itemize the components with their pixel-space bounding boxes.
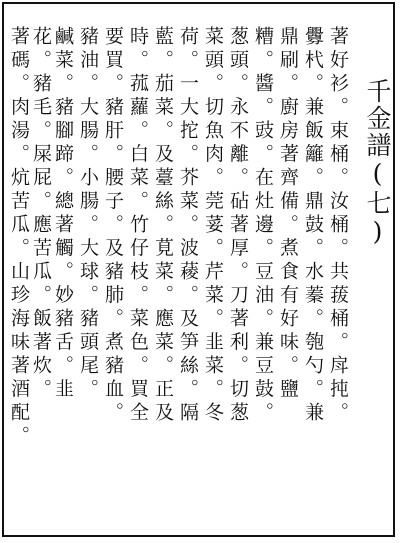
text-column-4: 糟。醬。豉。在灶邊。豆油。兼豆鼓。 — [252, 26, 274, 426]
text-column-5: 葱頭。永不離。砧著厚。刀著利。切葱 — [227, 26, 249, 426]
text-column-9: 時。菰蘿。白菜。竹仔枝。菜色。買全 — [127, 26, 149, 426]
page-title: 千金譜(七) — [363, 78, 392, 248]
text-column-2: 釁杙。兼飯籬。鼎鼓。水蓁。匏勺。兼 — [302, 26, 324, 426]
text-column-8: 藍。茄菜。及薹絲。莧菜。應菜。正及 — [152, 26, 174, 426]
text-column-7: 荷。一大拕。芥菜。波薐。及笋絲。隔 — [177, 26, 199, 426]
text-column-6: 菜頭。切魚肉。莞荽。芹菜。韭菜。冬 — [202, 26, 224, 426]
text-column-10: 要買。豬肝。腰子。及豬肺。煮豬血。 — [102, 26, 124, 426]
text-column-13: 花。豬毛。屎屁。應苦瓜。飯著炊。 — [30, 26, 52, 402]
text-column-3: 鼎刷。廚房著齊備。煮食有好味。鹽 — [277, 26, 299, 402]
text-column-14: 著碼。肉湯。炕苦瓜。山珍海味著酒配。 — [8, 26, 30, 449]
text-column-11: 豬油。大腸。小腸。大球。豬頭尾。 — [77, 26, 99, 402]
text-column-1: 著好衫。束桶。汝桶。共菝桶。戽扽。 — [327, 26, 349, 426]
text-column-12: 鹹菜。豬腳蹄。總著觸。妙豬舌。韭 — [52, 26, 74, 402]
